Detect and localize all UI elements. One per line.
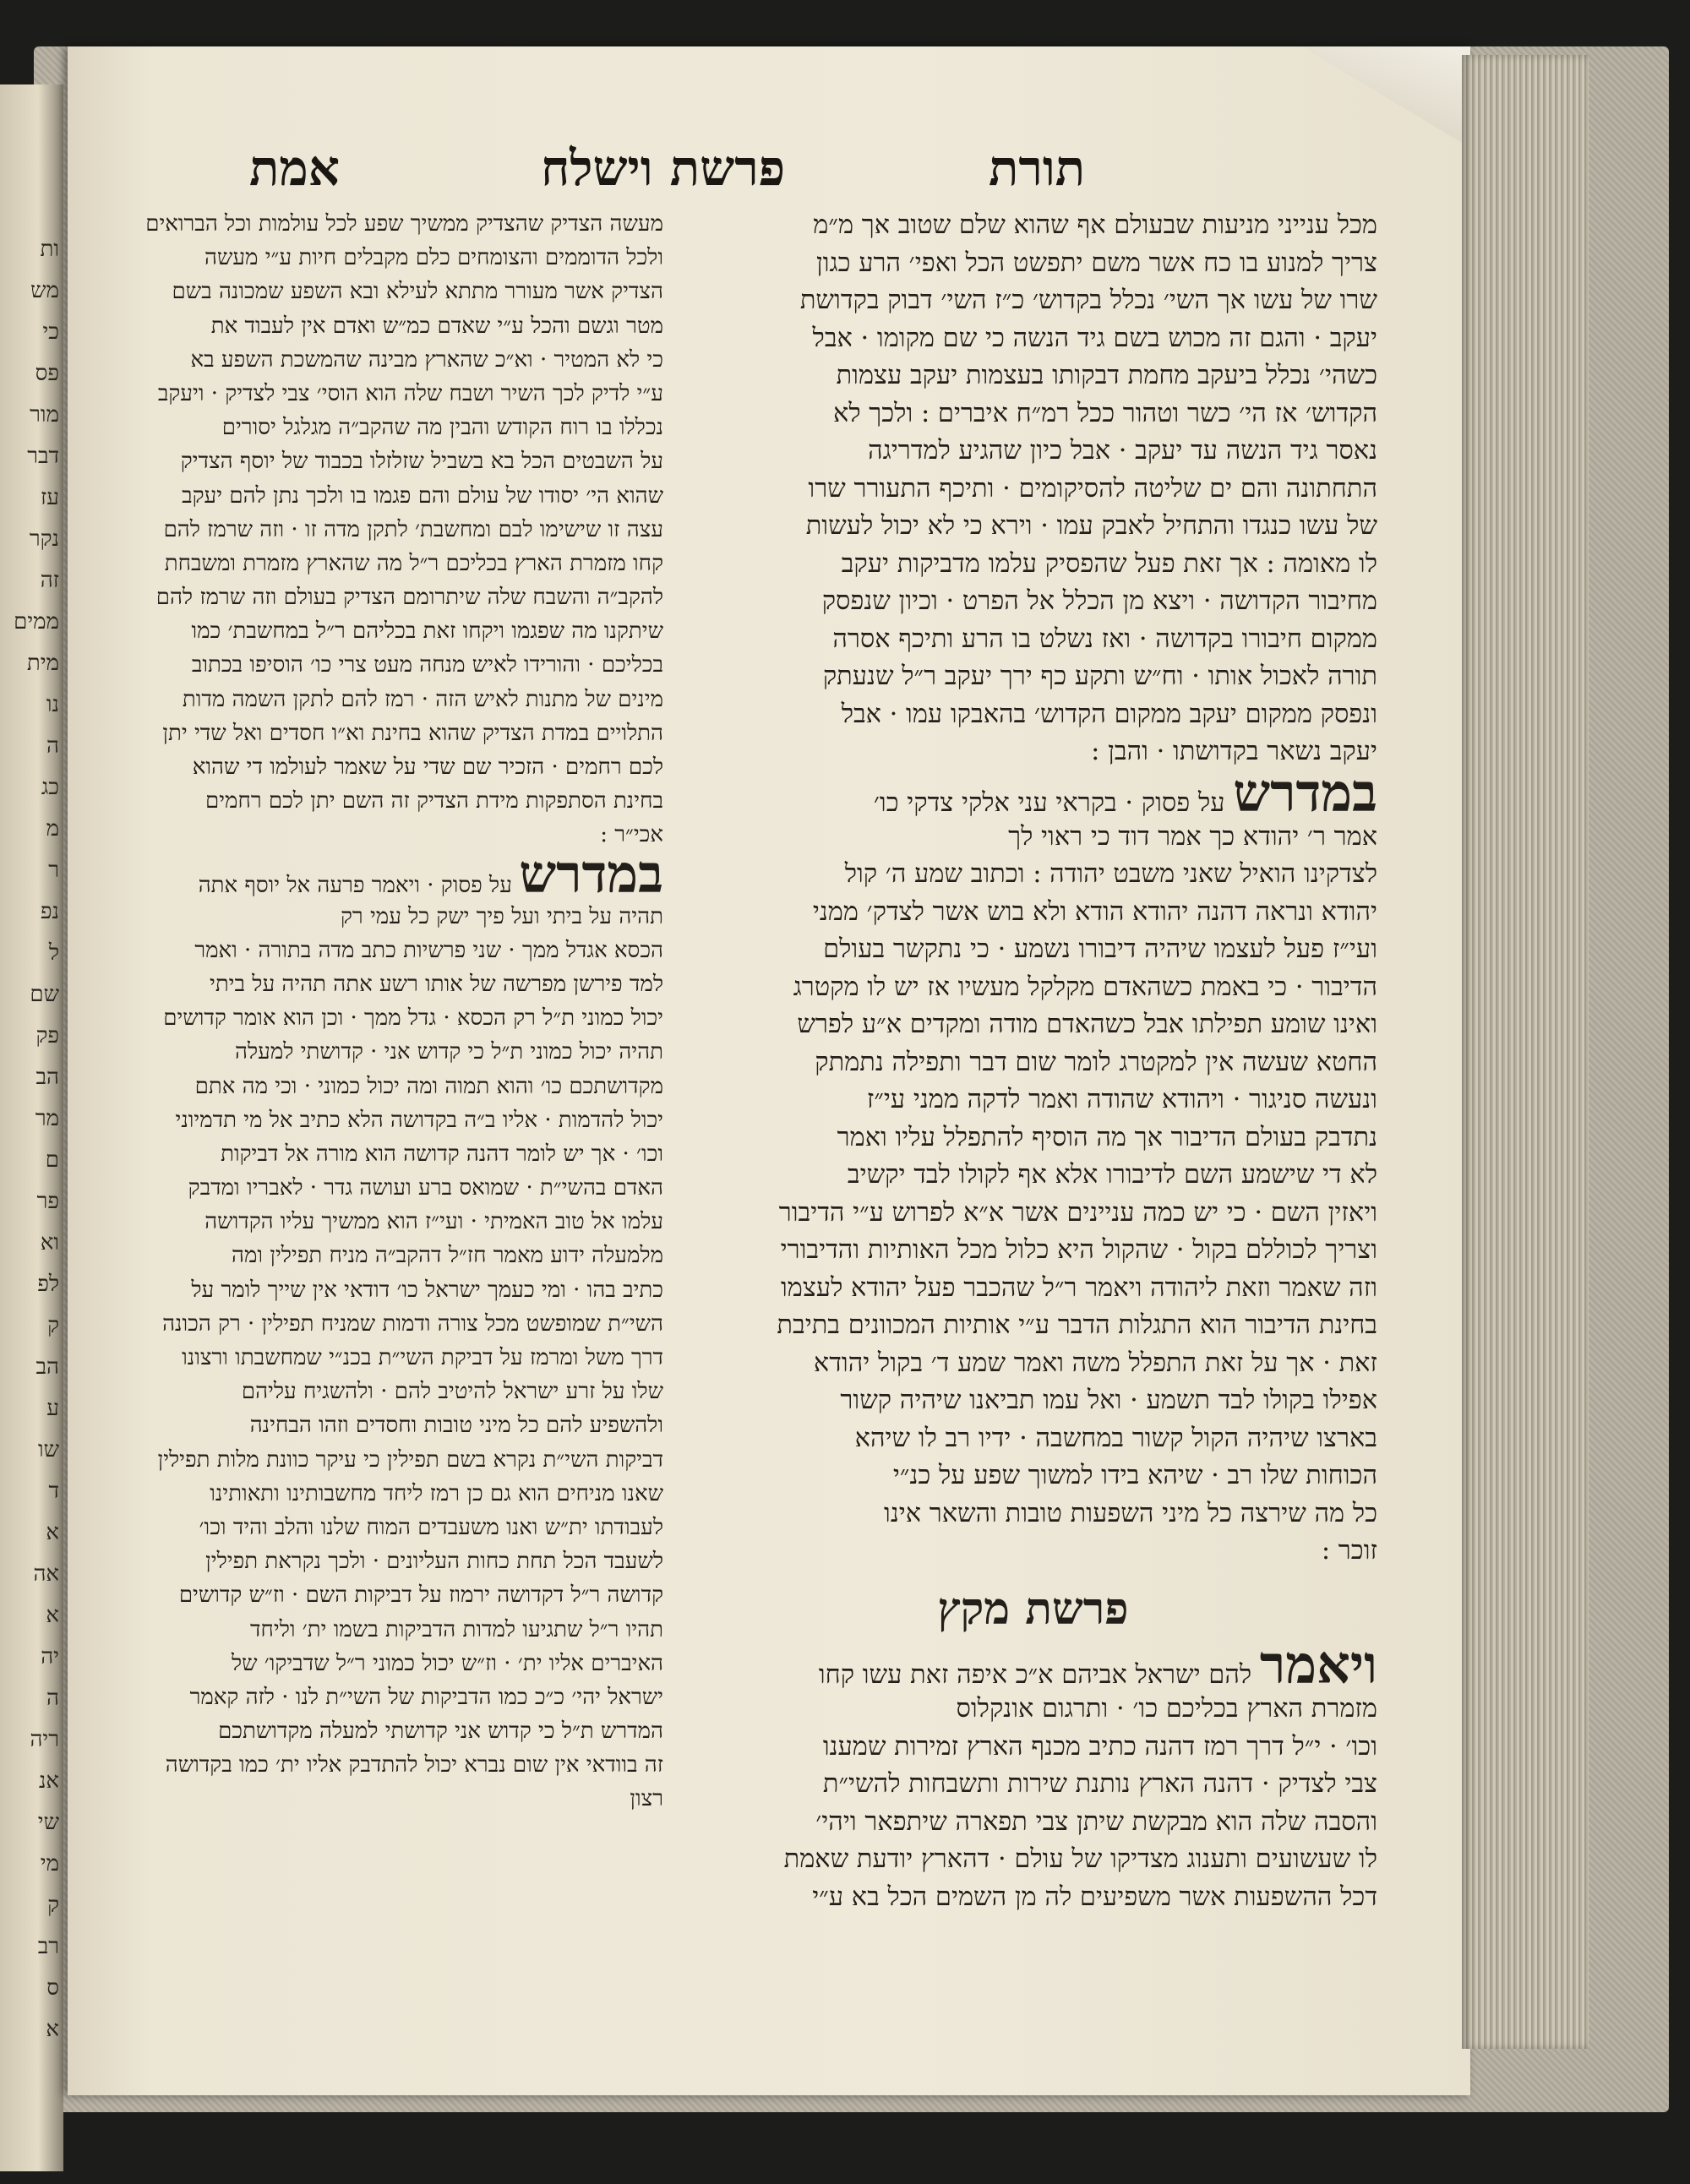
text-line: לו שעשועים ותענוג מצדיקו של עולם · דהארץ יודעת שאמת — [783, 1844, 1377, 1874]
text-line: יכול להדמות · אליו ב״ה בקדושה הלא כתיב אל מי תדמיוני — [175, 1107, 663, 1133]
text-line: השי״ת שמופשט מכל צורה ודמות שמניח תפילין · רק הכונה — [162, 1310, 663, 1337]
text-line: אכי״ר : — [600, 822, 663, 848]
text-line: ועי״ז פעל לעצמו שיהיה דיבורו נשמע · כי נתקשר בעולם — [823, 934, 1377, 964]
lead-word: במדרש — [519, 852, 663, 900]
text-line: הכוחות שלו רב · שיהא בידו למשוך שפע על כנ״י — [892, 1461, 1377, 1490]
section-title: פרשת מקץ — [937, 1582, 1129, 1635]
left-page-text-fragment: וא — [40, 1230, 59, 1255]
text-line: ממקום חיבורו בקדושה · ואז נשלט בו הרע ותיכף אסרה — [832, 624, 1377, 654]
text-line: יעקב נשאר בקדושתו · והבן : — [1091, 737, 1377, 766]
text-line: כתיב בהו · ומי כעמך ישראל כו׳ דודאי אין שייך לומר על — [191, 1277, 663, 1303]
text-line: נכללו בו רוח הקודש והבין מה שהקב״ה מגלגל יסורים — [221, 415, 663, 441]
text-line: מקדושתכם כו׳ והוא תמוה ומה יכול כמוני · וכי מה אתם — [194, 1073, 663, 1099]
text-line: מלמעלה ידוע מאמר חז״ל דהקב״ה מניח תפילין ומה — [232, 1243, 663, 1269]
running-head-left: אמת — [249, 139, 340, 197]
left-page-text-fragment: זה — [40, 568, 59, 593]
left-page-text-fragment: ק — [47, 1313, 59, 1338]
text-line: וצריך לכוללם בקול · שהקול היא כלול מכל האותיות והדיבורי — [780, 1235, 1377, 1265]
left-page-text-fragment: כג — [41, 775, 59, 800]
text-line: זוכר : — [1321, 1536, 1377, 1566]
text-line: דביקות השי״ת נקרא בשם תפילין כי עיקר כוונת מלות תפילין — [157, 1446, 663, 1473]
text-line: של עשו כנגדו והתחיל לאבק עמו · וירא כי לא יכול לעשות — [805, 511, 1377, 541]
text-line: צבי לצדיק · דהנה הארץ נותנת שירות ותשבחות להשי״ת — [822, 1769, 1377, 1799]
left-page-text-fragment: פק — [35, 1023, 59, 1048]
left-page-text-fragment: אה — [33, 1561, 59, 1587]
left-page-text-fragment: נקר — [29, 526, 59, 552]
left-page-text-fragment: ם — [45, 1147, 59, 1173]
text-line: ולכל הדוממים והצומחים כלם מקבלים חיות ע״י מעשה — [204, 245, 663, 271]
text-line: אפילו בקולו לבד תשמע · ואל עמו תביאנו שיהיה קשור — [840, 1386, 1377, 1415]
text-line: אמר ר׳ יהודא כך אמר דוד כי ראוי לך — [1008, 821, 1377, 852]
text-line: מכל ענייני מניעות שבעולם אף שהוא שלם שטוב אך מ״מ — [813, 210, 1377, 240]
left-page-text-fragment: מש — [30, 278, 59, 303]
left-page-text-fragment: שי — [37, 1810, 59, 1835]
right-column-paragraph-3 — [689, 1691, 1377, 1916]
text-line: והסבה שלה הוא מבקשת שיתן צבי תפארה שיתפאר ויהי׳ — [815, 1806, 1377, 1837]
text-line: ואינו שומע תפילתו אבל כשהאדם מודה ומקדים א״ע לפרש — [797, 1010, 1377, 1039]
text-line: למד פירשן מפרשה של אותו רשע אתה תהיה על ביתי — [210, 971, 663, 997]
text-line: בחינת הסתפקות מידת הצדיק זה השם יתן לכם רחמים — [204, 788, 663, 814]
text-line: תהיה יכול כמוני ת״ל כי קדוש אני · קדושתי למעלה — [235, 1039, 663, 1065]
left-page-text-fragment: א — [46, 2017, 59, 2042]
left-page-text-fragment: ריה — [30, 1727, 59, 1752]
left-page-text-fragment: ממים — [14, 609, 59, 635]
text-line: צריך למנוע בו כח אשר משם יתפשט הכל ואפי׳ הרע כגון — [815, 248, 1377, 278]
lead-line-text: על פסוק · בקראי עני אלקי צדקי כו׳ — [873, 787, 1225, 818]
text-line: רצון — [630, 1786, 663, 1812]
text-line: ע״י לדיק לכך השיר ושבח שלה הוא הוסי׳ צבי לצדיק · ויעקב — [157, 380, 663, 406]
text-line: דרך משל ומרמז על דביקת השי״ת בכנ״י שמחשבתו ורצונו — [182, 1345, 663, 1370]
text-line: שיתקנו מה שפגמו ויקחו זאת בכליהם ר״ל במחשבת׳ כמו — [191, 618, 663, 645]
left-page-text-fragment: הב — [35, 1065, 59, 1090]
left-page-text-fragment: א — [46, 1603, 59, 1628]
left-column-paragraph-2 — [80, 900, 663, 1816]
text-line: נאסר גיד הנשה עד יעקב · אבל כיון שהגיע למדריגה — [868, 436, 1377, 466]
text-line: על השבטים הכל בא בשביל שזלזלו בכבוד של יוסף הצדיק — [180, 449, 663, 475]
text-line: נתדבק בעולם הדיבור אך מה הוסיף להתפלל עליו ואמר — [837, 1122, 1377, 1152]
text-line: להקב״ה והשבח שלה שיתרומם הצדיק בעולם וזה שרמז להם — [155, 585, 663, 611]
left-page-fragment — [0, 84, 63, 2171]
right-column-lead-line-2 — [689, 1643, 1377, 1691]
running-head-center: פרשת וישלח — [541, 139, 786, 197]
left-column-paragraph-1 — [80, 207, 663, 852]
text-line: האיברים אליו ית׳ · וז״ש יכול כמוני ר״ל שדביקו׳ של — [231, 1650, 663, 1676]
lead-word: במדרש — [1233, 771, 1377, 819]
left-page-text-fragment: ס — [46, 1975, 59, 2001]
text-line: הצדיק אשר מעורר מתתא לעילא ובא השפע שמכונה בשם — [172, 279, 663, 305]
text-line: וכו׳ · י״ל דרך רמז דהנה כתיב מכנף הארץ זמירות שמענו — [822, 1731, 1377, 1762]
left-page-text-fragment: ה — [46, 1686, 59, 1711]
left-page-text-fragment: מית — [26, 651, 59, 676]
text-line: ישראל יהי׳ כ״כ כמו הדביקות של השי״ת לנו · לזה קאמר — [189, 1684, 663, 1710]
left-page-text-fragment: ה — [46, 733, 59, 759]
text-line: ויאזין השם · כי יש כמה עניינים אשר א״א לפרוש ע״י הדיבור — [778, 1197, 1377, 1228]
left-column-lead-line-1 — [80, 852, 663, 900]
left-page-text-fragment: מ — [46, 816, 59, 841]
left-page-text-fragment: עז — [41, 485, 59, 510]
text-line: החטא שעשה אין למקטרג לומר שום דבר ותפילה נתמתק — [815, 1047, 1377, 1077]
page-block-edge — [1462, 55, 1589, 2049]
text-line: דכל ההשפעות אשר משפיעים לה מן השמים הכל בא ע״י — [812, 1882, 1377, 1912]
text-line: כי לא המטיר · וא״כ שהארץ מבינה שהמשכת השפע בא — [190, 346, 663, 373]
text-line: הקדוש׳ אז הי׳ כשר וטהור ככל רמ״ח איברים : ולכך לא — [833, 398, 1377, 428]
text-line: לעבודתו ית״ש ואנו משעבדים המוח שלנו והלב והיד וכו׳ — [199, 1514, 663, 1540]
text-line: עצה זו שישימו לבם ומחשבת׳ לתקן מדה זו · וזה שרמז להם — [163, 516, 663, 542]
left-page-text-fragment: א — [46, 1520, 59, 1545]
left-page-text-fragment: נפ — [40, 899, 59, 924]
text-line: האדם בהשי״ת · שמואס ברע ועושה גדר · לאבריו ומדבק — [188, 1175, 663, 1201]
left-page-text-fragment: מי — [40, 1851, 59, 1876]
text-line: זאת · אך על זאת התפלל משה ואמר שמע ד׳ בקול יהודא — [813, 1348, 1377, 1378]
text-line: זה בוודאי אין שום נברא יכול להתדבק אליו ית׳ כמו בקדושה — [165, 1752, 663, 1778]
text-line: תורה לאכול אותו · וח״ש ותקע כף ירך יעקב ר״ל שנעתק — [822, 662, 1377, 691]
left-page-text-fragment: מור — [30, 402, 59, 428]
left-page-text-fragment: נו — [46, 692, 59, 717]
left-page-text-fragment: ע — [46, 1396, 59, 1421]
left-column — [80, 207, 663, 1816]
text-line: מחיבור הקדושה · ויצא מן הכלל אל הפרט · וכיון שנפסק — [821, 586, 1377, 616]
text-line: שהוא הי׳ יסודו של עולם והם פגמו בו ולכך נתן להם יעקב — [182, 482, 663, 509]
text-line: קדושה ר״ל דקדושה ירמוז על דביקות השם · וז״ש קדושים — [178, 1582, 663, 1609]
lead-line-text: על פסוק · ויאמר פרעה אל יוסף אתה — [198, 872, 512, 898]
left-page-text-fragment: רב — [37, 1934, 59, 1959]
text-line: שלו על זרע ישראל להיטיב להם · ולהשגיח עליהם — [241, 1379, 663, 1405]
text-line: מינים של מתנות לאיש הזה · רמז להם לתקן השמה מדות — [182, 686, 663, 712]
text-line: המדרש ת״ל כי קדוש אני קדושתי למעלה מקדושתכם — [218, 1718, 663, 1745]
left-page-text-fragment: לפ — [37, 1272, 59, 1297]
text-line: יעקב · והגם זה מכוש בשם גיד הנשה כי שם מקומו · אבל — [812, 323, 1377, 353]
left-page-text-fragment: פס — [35, 361, 59, 386]
left-page-text-fragment: אנ — [38, 1768, 59, 1794]
text-line: וזה שאמר וזאת ליהודה ויאמר ר״ל שהכבר פעל יהודא לעצמו — [780, 1272, 1377, 1303]
right-column-paragraph-2 — [689, 819, 1377, 1571]
left-page-text-fragment: ל — [48, 940, 59, 966]
text-line: שאנו מניחים הוא גם כן רמז ליחד מחשבותינו ותאותינו — [210, 1480, 663, 1506]
right-column-lead-line-1 — [689, 771, 1377, 819]
text-line: הכסא אגדל ממך · שני פרשיות כתב מדה בתורה · ואמר — [194, 937, 663, 963]
text-line: לצדקינו הואיל שאני משבט יהודה : וכתוב שמע ה׳ קול — [844, 859, 1377, 889]
text-line: מטר וגשם והכל ע״י שאדם כמ״ש ואדם אין לעבוד את — [210, 313, 663, 339]
text-line: בחינת הדיבור הוא התגלות הדבר ע״י אותיות המכוונים בתיבת — [777, 1310, 1377, 1340]
text-line: תהיו ר״ל שתגיעו למדות הדביקות בשמו ית׳ וליחד — [250, 1616, 663, 1642]
left-page-text-fragment: שם — [30, 982, 59, 1007]
left-page-text-fragment: שו — [37, 1437, 59, 1462]
text-line: ונפסק ממקום יעקב ממקום הקדוש׳ בהאבקו עמו · אבל — [841, 699, 1377, 729]
text-line: לשעבד הכל תחת כחות העליונים · ולכך נקראת תפילין — [205, 1549, 663, 1575]
left-page-text-fragment: הב — [35, 1354, 59, 1380]
text-line: מעשה הצדיק שהצדיק ממשיך שפע לכל עולמות וכל הברואים — [145, 211, 663, 237]
text-line: בארצו שיהיה הקול קשור במחשבה · ידיו רב לו שיהא — [854, 1423, 1377, 1453]
text-line: התלויים במדת הצדיק שהוא בחינת וא״ו חסדים ואל שדי יתן — [162, 720, 663, 746]
left-page-text-fragment: פר — [36, 1189, 59, 1214]
text-line: לא די שישמע השם לדיבורו אלא אף לקולו לבד יקשיב — [847, 1160, 1377, 1190]
right-column-paragraph-1 — [689, 207, 1377, 771]
text-line: יכול כמוני ת״ל רק הכסא · גדל ממך · וכן הוא אומר קדושים — [163, 1005, 663, 1032]
text-line: מזמרת הארץ בכליכם כו׳ · ותרגום אונקלוס — [956, 1694, 1377, 1724]
left-page-text-fragment: ד — [48, 1479, 59, 1504]
left-page-text-fragment: יה — [41, 1644, 59, 1669]
running-head-right: תורת — [989, 139, 1086, 197]
text-line: יהודא ונראה דהנה יהודא הודא ולא בוש אשר לצדק׳ ממני — [812, 896, 1377, 927]
text-line: לו מאומה : אך זאת פעל שהפסיק עלמו מדביקות יעקב — [841, 548, 1377, 579]
text-line: ונעשה סניגור · ויהודא שהודה ואמר לדקה ממני עי״ז — [866, 1085, 1377, 1114]
left-page-text-fragment: ר — [48, 858, 59, 883]
left-page-text-fragment: ק — [47, 1893, 59, 1918]
left-page-text-fragment: כי — [42, 319, 59, 345]
left-page-text-fragment: מר — [35, 1106, 59, 1131]
text-line: כשהי׳ נכלל ביעקב מחמת דבקותו בעצמות יעקב עצמות — [836, 361, 1377, 390]
text-line: לכם רחמים · הזכיר שם שדי על שאמר לעולמו די שהוא — [192, 754, 663, 780]
left-page-text-fragment: ות — [40, 237, 59, 262]
text-line: בכליכם · והורידו לאיש מנחה מעט צרי כו׳ הוסיפו בכתוב — [191, 652, 663, 678]
lead-line-text: להם ישראל אביהם א״כ איפה זאת עשו קחו — [818, 1660, 1252, 1690]
text-line: קחו מזמרת הארץ בכליכם ר״ל מה שהארץ מזמרת ומשבחת — [164, 550, 663, 576]
text-line: כל מה שירצה כל מיני השפעות טובות והשאר אינו — [884, 1498, 1377, 1528]
text-line: עלמו אל טוב האמיתי · ועי״ז הוא ממשיך עליו הקדושה — [204, 1209, 663, 1235]
left-page-text-fragment: דבר — [27, 444, 59, 469]
text-line: הדיבור · כי באמת כשהאדם מקלקל מעשיו אז יש לו מקטרג — [793, 972, 1377, 1002]
text-line: שרו של עשו אך השי׳ נכלל בקדוש׳ כ״ז השי׳ דבוק בקדושת — [799, 286, 1377, 315]
right-column — [689, 207, 1377, 1916]
lead-word: ויאמר — [1259, 1643, 1377, 1691]
text-line: וכו׳ · אך יש לומר דהנה קדושה הוא מורה אל דביקות — [221, 1141, 663, 1167]
text-line: התחתונה והם ים שליטה להסיקומים · ותיכף התעורר שרו — [808, 473, 1377, 504]
text-line: תהיה על ביתי ועל פיך ישק כל עמי רק — [341, 903, 663, 929]
text-line: ולהשפיע להם כל מיני טובות וחסדים וזהו הבחינה — [249, 1413, 663, 1439]
